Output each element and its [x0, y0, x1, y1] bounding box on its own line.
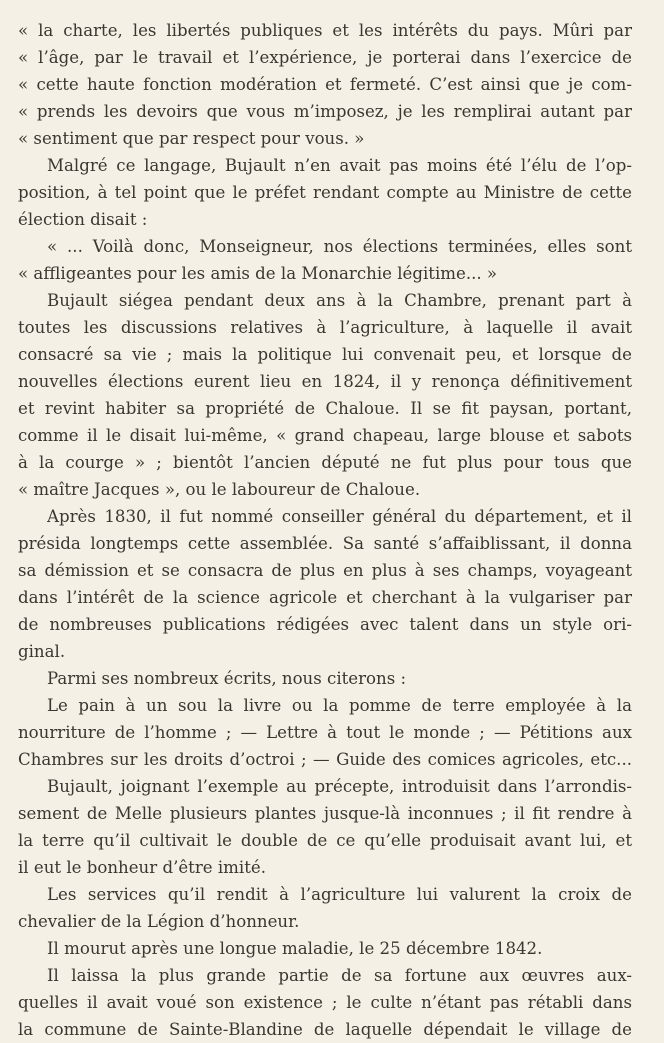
text-line: position, à tel point que le préfet rendant compte au Ministre de cette [18, 183, 632, 202]
text-line: Chambres sur les droits d’octroi ; — Guide des comices agricoles, etc... [18, 750, 632, 769]
text-line: il eut le bonheur d’être imité. [18, 858, 266, 877]
text-line: toutes les discussions relatives à l’agriculture, à laquelle il avait [18, 318, 632, 337]
text-line: « cette haute fonction modération et fermeté. C’est ainsi que je com- [18, 75, 632, 94]
text-line: « maître Jacques », ou le laboureur de Chaloue. [18, 480, 421, 499]
text-line: à la courge » ; bientôt l’ancien député ne fut plus pour tous que [18, 453, 632, 472]
text-line: consacré sa vie ; mais la politique lui convenait peu, et lorsque de [18, 345, 632, 364]
text-line: présida longtemps cette assemblée. Sa santé s’affaiblissant, il donna [18, 534, 632, 553]
text-line: quelles il avait voué son existence ; le culte n’étant pas rétabli dans [18, 993, 632, 1012]
text-line: « sentiment que par respect pour vous. » [18, 129, 365, 148]
text-line: Bujault, joignant l’exemple au précepte, introduisit dans l’arrondis- [47, 777, 632, 796]
text-line: nouvelles élections eurent lieu en 1824, il y renonça définitivement [18, 372, 632, 391]
text-line: comme il le disait lui-même, « grand chapeau, large blouse et sabots [18, 426, 632, 445]
text-line: dans l’intérêt de la science agricole et cherchant à la vulgariser par [18, 588, 632, 607]
text-line: élection disait : [18, 210, 148, 229]
text-line: Parmi ses nombreux écrits, nous citerons : [47, 669, 407, 688]
text-line: « prends les devoirs que vous m’imposez, je les remplirai autant par [18, 102, 632, 121]
text-line: chevalier de la Légion d’honneur. [18, 912, 300, 931]
text-line: la commune de Sainte-Blandine de laquelle dépendait le village de [18, 1020, 632, 1039]
text-line: Il mourut après une longue maladie, le 25 décembre 1842. [47, 939, 543, 958]
text-line: Malgré ce langage, Bujault n’en avait pas moins été l’élu de l’op- [47, 156, 632, 175]
text-line: la terre qu’il cultivait le double de ce qu’elle produisait avant lui, et [18, 831, 632, 850]
text-line: « l’âge, par le travail et l’expérience, je porterai dans l’exercice de [18, 48, 632, 67]
text-line: Le pain à un sou la livre ou la pomme de terre employée à la [47, 696, 632, 715]
text-line: Les services qu’il rendit à l’agriculture lui valurent la croix de [47, 885, 632, 904]
text-line: et revint habiter sa propriété de Chaloue. Il se fit paysan, portant, [18, 399, 632, 418]
text-line: Bujault siégea pendant deux ans à la Chambre, prenant part à [47, 291, 632, 310]
text-line: de nombreuses publications rédigées avec talent dans un style ori- [18, 615, 632, 634]
text-line: « la charte, les libertés publiques et les intérêts du pays. Mûri par [18, 21, 632, 40]
text-line: sement de Melle plusieurs plantes jusque-là inconnues ; il fit rendre à [18, 804, 632, 823]
text-line: nourriture de l’homme ; — Lettre à tout le monde ; — Pétitions aux [18, 723, 632, 742]
text-line: « affligeantes pour les amis de la Monarchie légitime... » [18, 264, 498, 283]
text-line: Il laissa la plus grande partie de sa fortune aux œuvres aux- [47, 966, 632, 985]
text-line: ginal. [18, 642, 66, 661]
text-line: Après 1830, il fut nommé conseiller général du département, et il [47, 507, 632, 526]
text-line: « ... Voilà donc, Monseigneur, nos élections terminées, elles sont [47, 237, 632, 256]
text-line: sa démission et se consacra de plus en plus à ses champs, voyageant [18, 561, 632, 580]
